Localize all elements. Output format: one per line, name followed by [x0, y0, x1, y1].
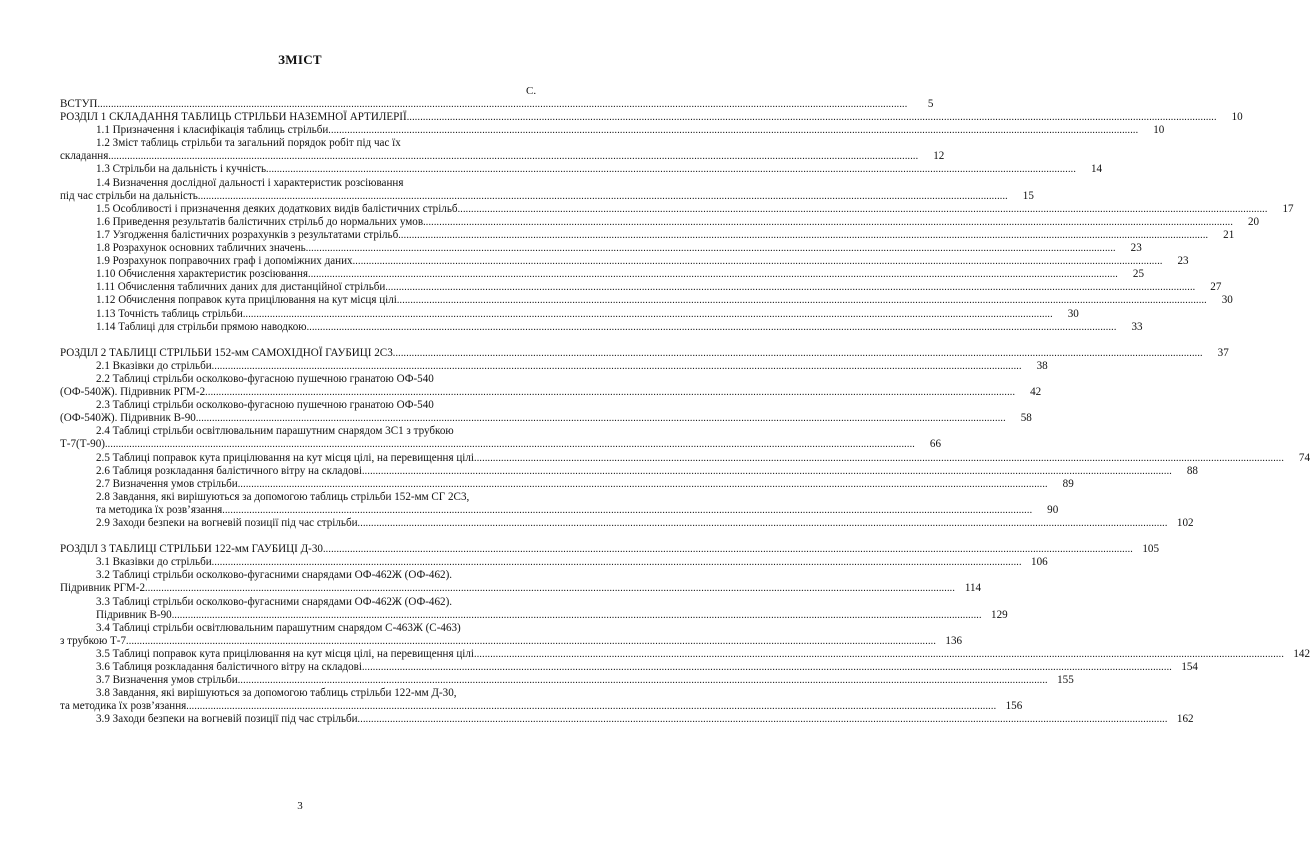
toc-entry-text: (ОФ-540Ж). Підривник РГМ-2 — [60, 386, 206, 399]
toc-page-number: 74 — [1298, 451, 1310, 464]
toc-entry[interactable] — [60, 399, 1032, 425]
toc-page-number: 102 — [1176, 517, 1194, 529]
toc-page-number: 33 — [1131, 320, 1143, 333]
leader-dots: ............................................................................................................................................................................................................................................................................................................ — [392, 347, 1203, 359]
toc-page-number: 136 — [945, 634, 963, 647]
toc-entry-text: 2.1 Вказівки до стрільби — [96, 359, 212, 372]
toc-page-number: 23 — [1177, 255, 1189, 268]
toc-page-number: 129 — [991, 608, 1008, 621]
toc-entry[interactable] — [60, 661, 1198, 674]
toc-page-number: 89 — [1062, 477, 1074, 490]
toc-entry[interactable] — [60, 372, 1042, 399]
toc-entry-text: 3.2 Таблиці стрільби осколково-фугасними снарядами ОФ-462Ж (ОФ-462). — [96, 569, 453, 582]
toc-page-number: 14 — [1090, 163, 1103, 176]
toc-entry[interactable] — [60, 517, 1194, 530]
toc-page-number: 10 — [1231, 111, 1243, 124]
toc-entry-text: 1.9 Розрахунок поправочних граф і допоміжних даних — [96, 255, 353, 268]
toc-entry-text: 1.5 Особливості і призначення деяких додаткових видів балістичних стрільб — [96, 202, 458, 215]
toc-entry-text: РОЗДІЛ 1 СКЛАДАННЯ ТАБЛИЦЬ СТРІЛЬБИ НАЗЕМНОЇ АРТИЛЕРІЇ — [60, 111, 407, 124]
leader-dots: ............................................................................................................................................................................................................................................................................................................ — [306, 321, 1117, 333]
toc-entry-text: складання — [60, 150, 109, 163]
toc-entry-text: 1.11 Обчислення табличних даних для дистанційної стрільби — [96, 281, 386, 294]
toc-entry-text: з трубкою Т-7 — [60, 634, 127, 647]
toc-entry-text: 2.4 Таблиці стрільби освітлювальним парашутним снарядом 3С1 з трубкою — [96, 425, 454, 438]
leader-dots: ............................................................................................................................................................................................................................................................................................................ — [357, 518, 1168, 529]
toc-entry[interactable] — [60, 294, 1233, 307]
toc-entry-text: 1.6 Приведення результатів балістичних стрільб до нормальних умов — [96, 215, 424, 228]
toc-entry-text: 1.8 Розрахунок основних табличних значень — [96, 242, 306, 255]
toc-entry-text: РОЗДІЛ 2 ТАБЛИЦІ СТРІЛЬБИ 152-мм САМОХІДНОЇ ГАУБИЦІ 2С3 — [60, 346, 393, 359]
leader-dots: ............................................................................................................................................................................................................................................................................................................ — [108, 151, 919, 163]
leader-dots: ............................................................................................................................................................................................................................................................................................................ — [396, 295, 1207, 307]
toc-entry[interactable] — [60, 687, 1023, 713]
toc-page-number: 27 — [1210, 281, 1222, 294]
toc-page-number: 20 — [1247, 215, 1260, 228]
toc-entry[interactable] — [60, 490, 1059, 517]
leader-dots: ............................................................................................................................................................................................................................................................................................................ — [205, 387, 1016, 399]
leader-dots: ............................................................................................................................................................................................................................................................................................................ — [97, 99, 908, 110]
page-column-label: С. — [526, 85, 537, 97]
toc-page-number: 25 — [1132, 268, 1144, 281]
toc-entry-text: 3.5 Таблиці поправок кута прицілювання на кут місця цілі, на перевищення цілі — [96, 647, 475, 660]
leader-dots: ............................................................................................................................................................................................................................................................................................................ — [361, 465, 1172, 477]
toc-page-number: 21 — [1223, 228, 1235, 241]
toc-entry-text: та методика їх розв’язання — [96, 503, 223, 516]
leader-dots: ............................................................................................................................................................................................................................................................................................................ — [266, 164, 1077, 176]
toc-entry-text: 3.3 Таблиці стрільби осколково-фугасними снарядами ОФ-462Ж (ОФ-462). — [96, 595, 453, 608]
toc-entry-text: 3.4 Таблиці стрільби освітлювальним парашутним снарядом С-463Ж (С-463) — [96, 621, 461, 634]
leader-dots: ............................................................................................................................................................................................................................................................................................................ — [322, 544, 1133, 556]
table-of-contents — [60, 98, 1310, 727]
toc-entry[interactable] — [60, 255, 1189, 268]
toc-entry-text: 2.5 Таблиці поправок кута прицілювання на кут місця цілі, на перевищення цілі — [96, 451, 475, 464]
toc-entry-text: Т-7(Т-90) — [60, 438, 105, 451]
toc-page-number: 30 — [1221, 294, 1233, 307]
toc-entry-text: та методика їх розв’язання — [60, 700, 187, 713]
leader-dots: ............................................................................................................................................................................................................................................................................................................ — [457, 203, 1268, 215]
leader-dots: ............................................................................................................................................................................................................................................................................................................ — [242, 308, 1053, 320]
leader-dots: ............................................................................................................................................................................................................................................................................................................ — [385, 282, 1196, 294]
leader-dots: ............................................................................................................................................................................................................................................................................................................ — [398, 229, 1209, 241]
toc-entry[interactable] — [60, 242, 1142, 255]
leader-dots: ............................................................................................................................................................................................................................................................................................................ — [211, 557, 1022, 569]
section-gap — [60, 334, 541, 347]
leader-dots: ............................................................................................................................................................................................................................................................................................................ — [195, 413, 1006, 425]
toc-entry-text: 3.9 Заходи безпеки на вогневій позиції під час стрільби — [96, 713, 358, 726]
toc-page-number: 90 — [1047, 503, 1059, 516]
leader-dots: ............................................................................................................................................................................................................................................................................................................ — [423, 216, 1234, 228]
toc-entry[interactable] — [60, 451, 1310, 465]
toc-entry[interactable] — [60, 359, 1048, 373]
toc-entry-text: 1.2 Зміст таблиць стрільби та загальний порядок робіт під час їх — [96, 137, 401, 150]
toc-entry-text: 1.12 Обчислення поправок кута прицілювання на кут місця цілі — [96, 294, 397, 307]
leader-dots: ............................................................................................................................................................................................................................................................................................................ — [171, 609, 982, 621]
toc-page-number: 15 — [1022, 189, 1034, 202]
toc-entry-text: 3.7 Визначення умов стрільби — [96, 674, 238, 687]
toc-entry[interactable] — [60, 307, 1079, 321]
toc-entry-text: 1.3 Стрільби на дальність і кучність — [96, 163, 267, 176]
toc-entry-text: Підривник РГМ-2 — [60, 582, 146, 595]
leader-dots: ............................................................................................................................................................................................................................................................................................................ — [352, 256, 1163, 268]
toc-page-number: 154 — [1181, 661, 1198, 674]
toc-entry[interactable] — [60, 215, 1260, 229]
toc-entry-text: 3.6 Таблиця розкладання балістичного вітру на складові — [96, 661, 362, 674]
toc-entry-text: 2.8 Завдання, які вирішуються за допомогою таблиць стрільби 152-мм СГ 2С3, — [96, 490, 470, 503]
toc-entry[interactable] — [60, 346, 1229, 360]
toc-page-number: 106 — [1031, 556, 1048, 569]
toc-entry-text: 3.1 Вказівки до стрільби — [96, 556, 212, 569]
toc-entry-text: під час стрільби на дальність — [60, 189, 198, 202]
toc-page-number: 17 — [1282, 202, 1294, 215]
toc-page-number: 42 — [1030, 386, 1042, 399]
leader-dots: ............................................................................................................................................................................................................................................................................................................ — [305, 243, 1116, 255]
toc-entry[interactable] — [60, 124, 1165, 137]
toc-entry[interactable] — [60, 543, 1159, 556]
toc-entry[interactable] — [60, 228, 1235, 242]
toc-entry-text: 3.8 Завдання, які вирішуються за допомогою таблиць стрільби 122-мм Д-30, — [96, 687, 457, 700]
toc-entry[interactable] — [60, 111, 1243, 124]
toc-entry-text: 1.10 Обчислення характеристик розсіювання — [96, 268, 308, 281]
toc-page-number: 88 — [1186, 464, 1198, 477]
toc-entry-text: 2.2 Таблиці стрільби осколково-фугасною пушечною гранатою ОФ-540 — [96, 372, 434, 385]
toc-entry-text: 2.7 Визначення умов стрільби — [96, 477, 238, 490]
toc-entry-text: РОЗДІЛ 3 ТАБЛИЦІ СТРІЛЬБИ 122-мм ГАУБИЦІ Д-30 — [60, 543, 323, 556]
leader-dots: ............................................................................................................................................................................................................................................................................................................ — [357, 714, 1168, 726]
toc-page-number: 142 — [1293, 647, 1310, 660]
leader-dots: ............................................................................................................................................................................................................................................................................................................ — [237, 675, 1048, 687]
toc-entry-text: (ОФ-540Ж). Підривник В-90 — [60, 412, 196, 425]
toc-page-number: 30 — [1067, 307, 1079, 320]
toc-entry-text: 2.9 Заходи безпеки на вогневій позиції під час стрільби — [96, 517, 358, 529]
leader-dots: ............................................................................................................................................................................................................................................................................................................ — [145, 583, 956, 595]
leader-dots: ............................................................................................................................................................................................................................................................................................................ — [186, 701, 997, 713]
toc-page-number: 5 — [927, 98, 934, 110]
toc-entry[interactable] — [60, 98, 934, 111]
leader-dots: ............................................................................................................................................................................................................................................................................................................ — [211, 360, 1022, 372]
toc-entry-text: 1.4 Визначення дослідної дальності і характеристик розсіювання — [96, 176, 404, 189]
leader-dots: ............................................................................................................................................................................................................................................................................................................ — [361, 662, 1172, 674]
toc-entry[interactable] — [60, 621, 963, 648]
toc-entry[interactable] — [60, 281, 1222, 294]
toc-entry[interactable] — [60, 647, 1310, 661]
page-number: 3 — [297, 800, 303, 812]
leader-dots: ............................................................................................................................................................................................................................................................................................................ — [222, 504, 1033, 516]
toc-entry-text: 1.14 Таблиці для стрільби прямою наводкою — [96, 320, 307, 333]
toc-page-number: 23 — [1130, 242, 1142, 255]
toc-entry[interactable] — [60, 477, 1074, 491]
toc-page-number: 66 — [929, 438, 941, 451]
toc-page-number: 156 — [1005, 700, 1023, 713]
toc-entry[interactable] — [60, 595, 1008, 622]
toc-entry-text: 1.7 Узгодження балістичних розрахунків з результатами стрільб — [96, 228, 399, 241]
toc-entry[interactable] — [60, 163, 1103, 176]
leader-dots: ............................................................................................................................................................................................................................................................................................................ — [126, 635, 937, 647]
toc-page-number: 10 — [1153, 124, 1165, 137]
toc-page-number: 38 — [1036, 359, 1048, 372]
toc-entry-text: ВСТУП — [60, 98, 98, 110]
toc-entry[interactable] — [60, 137, 945, 163]
toc-page-number: 155 — [1057, 674, 1074, 687]
toc-entry[interactable] — [60, 425, 941, 451]
leader-dots: ............................................................................................................................................................................................................................................................................................................ — [474, 452, 1285, 464]
toc-entry-text: 2.3 Таблиці стрільби осколково-фугасною пушечною гранатою ОФ-540 — [96, 399, 434, 412]
leader-dots: ............................................................................................................................................................................................................................................................................................................ — [308, 269, 1118, 281]
toc-page-number: 12 — [933, 150, 945, 163]
toc-entry[interactable] — [60, 268, 1144, 281]
toc-page-number: 162 — [1176, 713, 1194, 726]
toc-page-number: 37 — [1217, 346, 1229, 359]
toc-page-number: 114 — [964, 582, 982, 595]
toc-page-number: 105 — [1142, 543, 1159, 556]
leader-dots: ............................................................................................................................................................................................................................................................................................................ — [474, 648, 1285, 660]
page-title: ЗМІСТ — [278, 52, 322, 67]
toc-entry[interactable] — [60, 674, 1074, 687]
leader-dots: ............................................................................................................................................................................................................................................................................................................ — [237, 478, 1048, 490]
toc-entry[interactable] — [60, 202, 1294, 216]
toc-entry[interactable] — [60, 569, 982, 595]
leader-dots: ............................................................................................................................................................................................................................................................................................................ — [406, 112, 1217, 124]
toc-entry-text: 2.6 Таблиця розкладання балістичного вітру на складові — [96, 464, 362, 477]
toc-entry-text: 1.1 Призначення і класифікація таблиць стрільби — [96, 124, 329, 137]
toc-entry-text: Підривник В-90 — [96, 608, 172, 621]
toc-page-number: 58 — [1020, 412, 1032, 425]
leader-dots: ............................................................................................................................................................................................................................................................................................................ — [104, 439, 915, 451]
toc-entry-text: 1.13 Точність таблиць стрільби — [96, 307, 243, 320]
toc-entry[interactable] — [60, 556, 1048, 569]
toc-entry[interactable] — [60, 176, 1034, 203]
leader-dots: ............................................................................................................................................................................................................................................................................................................ — [197, 190, 1008, 202]
leader-dots: ............................................................................................................................................................................................................................................................................................................ — [328, 125, 1139, 137]
toc-entry[interactable] — [60, 320, 1143, 334]
toc-entry[interactable] — [60, 464, 1198, 478]
section-gap — [60, 530, 541, 543]
toc-entry[interactable] — [60, 713, 1194, 726]
